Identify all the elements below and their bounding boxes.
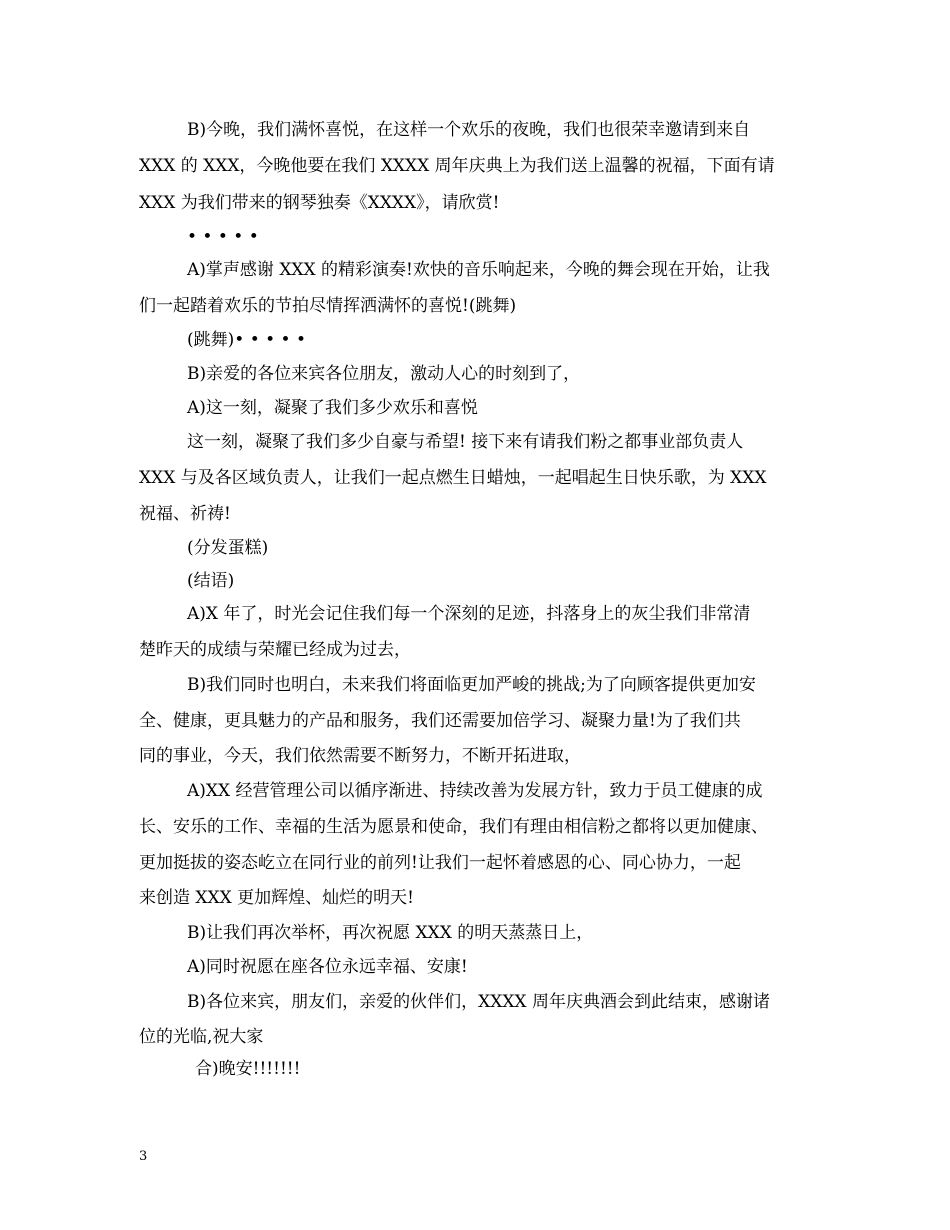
text-line: B)亲爱的各位来宾各位朋友，激动人心的时刻到了， [187, 364, 581, 384]
text-line: B)让我们再次举杯，再次祝愿 XXX 的明天蒸蒸日上， [187, 923, 594, 943]
text-line: 来创造 XXX 更加辉煌、灿烂的明天! [139, 888, 414, 908]
text-line: 长、安乐的工作、幸福的生活为愿景和使命，我们有理由相信粉之都将以更加健康、 [139, 817, 768, 837]
text-line: 全、健康，更具魅力的产品和服务，我们还需要加倍学习、凝聚力量!为了我们共 [139, 711, 741, 731]
text-line: 更加挺拔的姿态屹立在同行业的前列!让我们一起怀着感恩的心、同心协力，一起 [139, 853, 741, 873]
text-line: B)我们同时也明白，未来我们将面临更加严峻的挑战;为了向顾客提供更加安 [187, 675, 756, 695]
page-number: 3 [139, 1149, 148, 1164]
text-line: A)掌声感谢 XXX 的精彩演奏!欢快的音乐响起来，今晚的舞会现在开始，让我 [187, 260, 770, 280]
text-line: 楚昨天的成绩与荣耀已经成为过去， [139, 640, 411, 660]
text-line: XXX 为我们带来的钢琴独奏《XXXX》，请欣赏! [139, 193, 500, 213]
text-line: A)同时祝愿在座各位永远幸福、安康! [187, 957, 468, 977]
text-line: 位的光临,祝大家 [139, 1027, 264, 1047]
text-line: 合)晚安!!!!!!! [195, 1059, 301, 1079]
text-line: 们一起踏着欢乐的节拍尽情挥洒满怀的喜悦!(跳舞) [139, 296, 517, 316]
text-line: A)XX 经营管理公司以循序渐进、持续改善为发展方针，致力于员工健康的成 [187, 781, 763, 801]
text-line: 同的事业，今天，我们依然需要不断努力，不断开拓进取， [139, 746, 581, 766]
text-line: A)这一刻，凝聚了我们多少欢乐和喜悦 [187, 398, 478, 418]
text-line: B)各位来宾，朋友们，亲爱的伙伴们，XXXX 周年庆典酒会到此结束，感谢诸 [187, 992, 770, 1012]
text-line: XXX 与及各区域负责人，让我们一起点燃生日蜡烛，一起唱起生日快乐歌，为 XXX [139, 468, 767, 488]
text-line: A)X 年了，时光会记住我们每一个深刻的足迹，抖落身上的灰尘我们非常清 [187, 604, 751, 624]
text-line: B)今晚，我们满怀喜悦，在这样一个欢乐的夜晚，我们也很荣幸邀请到来自 [187, 120, 751, 140]
text-line: • • • • • [187, 227, 259, 247]
text-line: 这一刻，凝聚了我们多少自豪与希望! 接下来有请我们粉之都事业部负责人 [187, 432, 744, 452]
text-line: XXX 的 XXX，今晚他要在我们 XXXX 周年庆典上为我们送上温馨的祝福，下面有请 [139, 156, 775, 176]
text-line: (跳舞)• • • • • [187, 330, 307, 350]
text-line: (分发蛋糕) [187, 538, 269, 558]
text-line: (结语) [187, 571, 235, 591]
text-line: 祝福、祈祷! [139, 504, 231, 524]
